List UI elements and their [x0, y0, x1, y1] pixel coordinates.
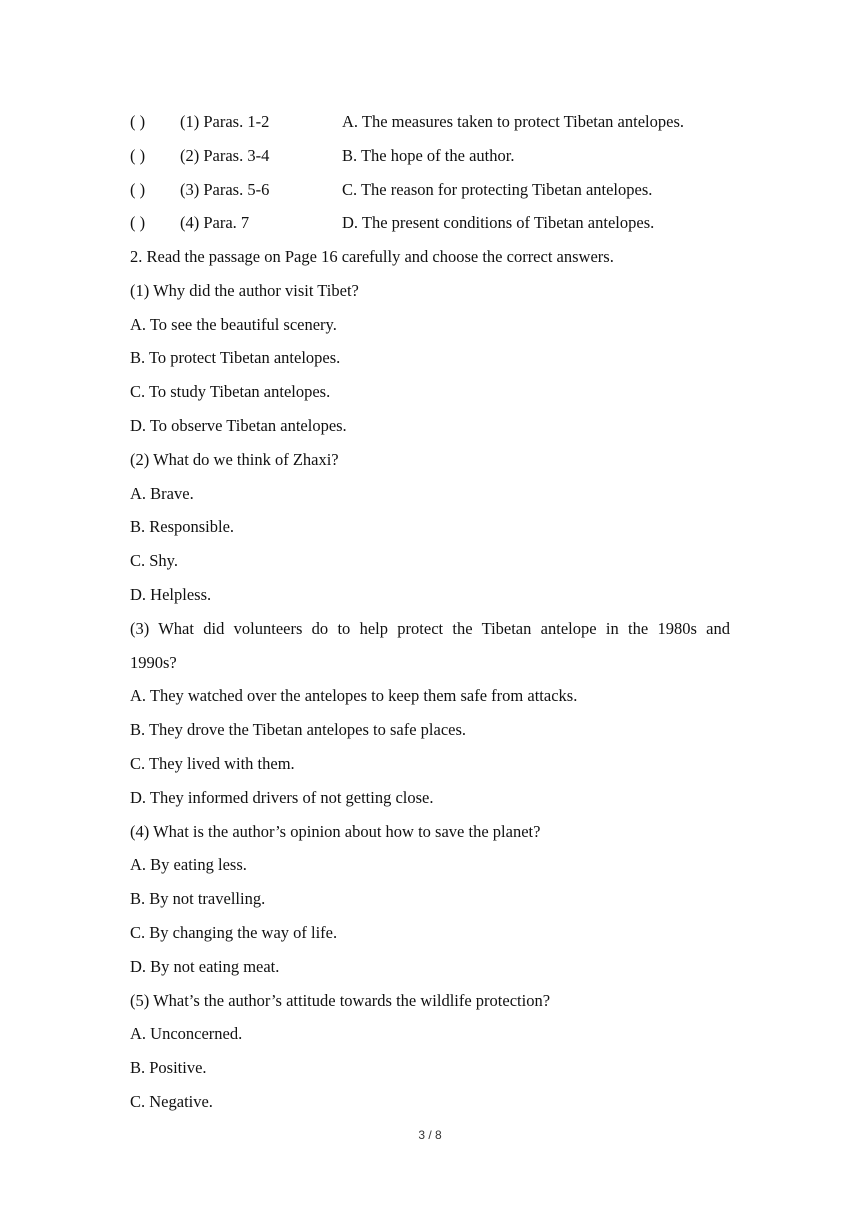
matching-row: [130, 180, 730, 200]
option-b: B. They drove the Tibetan antelopes to safe places.: [130, 720, 467, 739]
answer-blank: ( ): [130, 180, 146, 199]
option-c: C. Shy.: [130, 551, 178, 570]
option-a: A. To see the beautiful scenery.: [130, 315, 337, 334]
question-4: (4) What is the author’s opinion about how to save the planet?: [130, 822, 541, 841]
option-b: B. By not travelling.: [130, 889, 266, 908]
option-b: B. Positive.: [130, 1058, 207, 1077]
matching-row: [130, 112, 730, 132]
main-idea-option: C. The reason for protecting Tibetan antelopes.: [342, 180, 653, 199]
question-3-line-2: 1990s?: [130, 653, 177, 672]
option-c: C. By changing the way of life.: [130, 923, 338, 942]
answer-blank: ( ): [130, 146, 146, 165]
main-idea-option: A. The measures taken to protect Tibetan antelopes.: [342, 112, 684, 131]
question-3-line-1: (3) What did volunteers do to help protect the Tibetan antelope in the 1980s and: [130, 619, 730, 638]
paragraph-label: (3) Paras. 5-6: [180, 180, 270, 199]
option-a: A. Unconcerned.: [130, 1024, 243, 1043]
option-c: C. They lived with them.: [130, 754, 295, 773]
matching-row: [130, 146, 730, 166]
question-5: (5) What’s the author’s attitude towards the wildlife protection?: [130, 991, 551, 1010]
option-a: A. They watched over the antelopes to keep them safe from attacks.: [130, 686, 578, 705]
option-d: D. By not eating meat.: [130, 957, 280, 976]
main-idea-option: D. The present conditions of Tibetan antelopes.: [342, 213, 655, 232]
answer-blank: ( ): [130, 213, 146, 232]
option-b: B. To protect Tibetan antelopes.: [130, 348, 341, 367]
question-1: (1) Why did the author visit Tibet?: [130, 281, 359, 300]
main-idea-option: B. The hope of the author.: [342, 146, 515, 165]
matching-row: [130, 213, 730, 233]
option-c: C. To study Tibetan antelopes.: [130, 382, 331, 401]
option-a: A. Brave.: [130, 484, 194, 503]
option-c: C. Negative.: [130, 1092, 213, 1111]
paragraph-label: (1) Paras. 1-2: [180, 112, 270, 131]
section-instruction: 2. Read the passage on Page 16 carefully and choose the correct answers.: [130, 247, 614, 266]
answer-blank: ( ): [130, 112, 146, 131]
question-2: (2) What do we think of Zhaxi?: [130, 450, 339, 469]
option-d: D. Helpless.: [130, 585, 212, 604]
paragraph-label: (2) Paras. 3-4: [180, 146, 270, 165]
paragraph-label: (4) Para. 7: [180, 213, 250, 232]
option-a: A. By eating less.: [130, 855, 247, 874]
page-number: 3 / 8: [418, 1128, 442, 1142]
option-d: D. To observe Tibetan antelopes.: [130, 416, 347, 435]
option-d: D. They informed drivers of not getting close.: [130, 788, 434, 807]
option-b: B. Responsible.: [130, 517, 235, 536]
